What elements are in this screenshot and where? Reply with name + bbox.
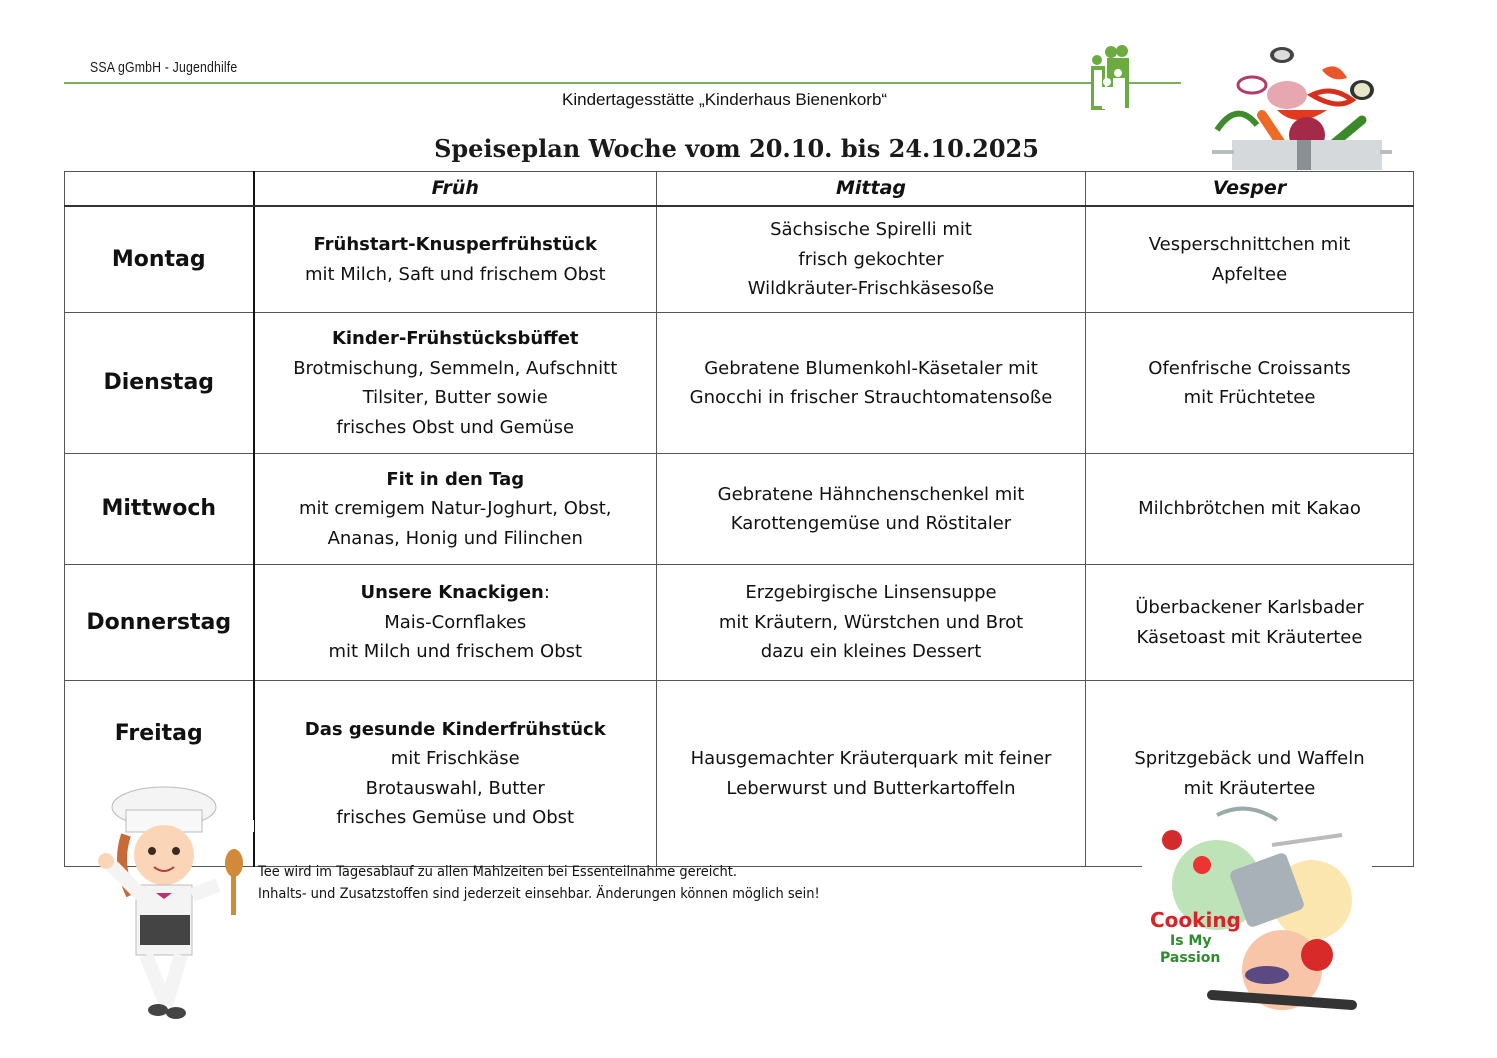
vesper-line: Vesperschnittchen mit (1148, 234, 1351, 255)
frueh-line: frisches Obst und Gemüse (336, 416, 575, 438)
frueh-cell (254, 681, 657, 867)
child-chef-illustration (86, 785, 256, 1025)
day-cell: Montag (65, 206, 254, 313)
vesper-line: Milchbrötchen mit Kakao (1138, 498, 1361, 520)
day-cell: Dienstag (65, 313, 254, 454)
mittag-line: dazu ein kleines Dessert (760, 641, 982, 663)
page-title (0, 134, 1497, 163)
frueh-line: frisches Gemüse und Obst (336, 807, 575, 828)
menu-table (64, 171, 1414, 867)
is-my-text: Is My (1170, 933, 1212, 949)
vesper-line: Spritzgebäck und Waffeln (1134, 748, 1365, 769)
vesper-cell (1086, 313, 1414, 454)
title-text: Speiseplan Woche vom 20.10. bis 24.10.2025 (434, 134, 1039, 163)
day-cell: Mittwoch (65, 454, 254, 565)
day-cell: Freitag (65, 681, 254, 867)
mittag-cell (657, 454, 1086, 565)
mittag-line: Karottengemüse und Röstitaler (730, 513, 1012, 534)
table-header-row (65, 172, 1414, 207)
note-line: Inhalts- und Zusatzstoffen sind jederzeit einsehbar. Änderungen können möglich sein! (258, 886, 820, 902)
mittag-line: Erzgebirgische Linsensuppe (745, 582, 997, 604)
table-row (65, 206, 1414, 313)
table-row (65, 454, 1414, 565)
table-row (65, 313, 1414, 454)
mittag-line: Sächsische Spirelli mit (770, 219, 972, 241)
vesper-line: Überbackener Karlsbader (1135, 597, 1364, 618)
vesper-line: Käsetoast mit Kräutertee (1136, 626, 1363, 648)
mittag-cell (657, 681, 1086, 867)
mittag-line: Gebratene Hähnchenschenkel mit (717, 483, 1025, 505)
frueh-line: Mais-Cornflakes (384, 611, 527, 633)
mittag-line: mit Kräutern, Würstchen und Brot (718, 611, 1024, 633)
frueh-line: Tilsiter, Butter sowie (362, 387, 548, 408)
vesper-cell (1086, 206, 1414, 313)
frueh-line: mit cremigem Natur-Joghurt, Obst, (298, 498, 612, 520)
mittag-line: frisch gekochter (798, 248, 944, 270)
note-line: Tee wird im Tagesablauf zu allen Mahlzeiten bei Essenteilnahme gereicht. (258, 864, 738, 880)
frueh-cell (254, 454, 657, 565)
frueh-cell (254, 565, 657, 681)
mittag-cell (657, 206, 1086, 313)
day-cell: Donnerstag (65, 565, 254, 681)
frueh-line: mit Milch, Saft und frischem Obst (304, 263, 606, 285)
frueh-line: mit Milch und frischem Obst (328, 641, 583, 663)
column-header-vesper: Vesper (1086, 172, 1414, 207)
column-header-day (65, 172, 254, 207)
vesper-line: mit Früchtetee (1183, 387, 1316, 408)
mittag-line: Wildkräuter-Frischkäsesoße (747, 278, 995, 300)
facility-name: Kindertagesstätte „Kinderhaus Bienenkorb“ (562, 90, 888, 109)
mittag-cell (657, 313, 1086, 454)
vesper-line: Ofenfrische Croissants (1148, 357, 1351, 379)
cooking-passion-illustration (1142, 805, 1372, 1020)
vesper-line: Apfeltee (1211, 263, 1288, 285)
mittag-line: Gnocchi in frischer Strauchtomatensoße (689, 387, 1053, 408)
frueh-line: Brotmischung, Semmeln, Aufschnitt (293, 357, 618, 379)
organization-name: SSA gGmbH - Jugendhilfe (90, 59, 238, 76)
column-header-mittag: Mittag (657, 172, 1086, 207)
frueh-title-suffix: : (543, 582, 550, 604)
cooking-text: Cooking (1150, 908, 1241, 932)
frueh-line: Brotauswahl, Butter (365, 777, 545, 799)
header-divider (64, 82, 1181, 84)
mittag-cell (657, 565, 1086, 681)
frueh-title: Fit in den Tag (386, 468, 525, 490)
mittag-line: Gebratene Blumenkohl-Käsetaler mit (704, 357, 1038, 379)
mittag-line: Hausgemachter Kräuterquark mit feiner (690, 748, 1052, 769)
column-header-frueh: Früh (254, 172, 657, 207)
frueh-line: Ananas, Honig und Filinchen (327, 527, 583, 549)
frueh-line: mit Frischkäse (390, 748, 520, 769)
mittag-line: Leberwurst und Butterkartoffeln (726, 777, 1016, 799)
frueh-title: Das gesunde Kinderfrühstück (304, 718, 606, 740)
frueh-title: Frühstart-Knusperfrühstück (313, 234, 597, 255)
frueh-cell (254, 313, 657, 454)
passion-text: Passion (1160, 950, 1221, 966)
vesper-cell (1086, 565, 1414, 681)
vesper-cell (1086, 454, 1414, 565)
vesper-line: mit Kräutertee (1183, 777, 1316, 799)
frueh-title-wrap (255, 578, 657, 608)
family-logo-icon (1086, 44, 1132, 112)
table-row (65, 565, 1414, 681)
frueh-title: Unsere Knackigen (360, 582, 544, 604)
frueh-cell (254, 206, 657, 313)
notes (258, 861, 820, 905)
frueh-title: Kinder-Frühstücksbüffet (331, 328, 579, 349)
